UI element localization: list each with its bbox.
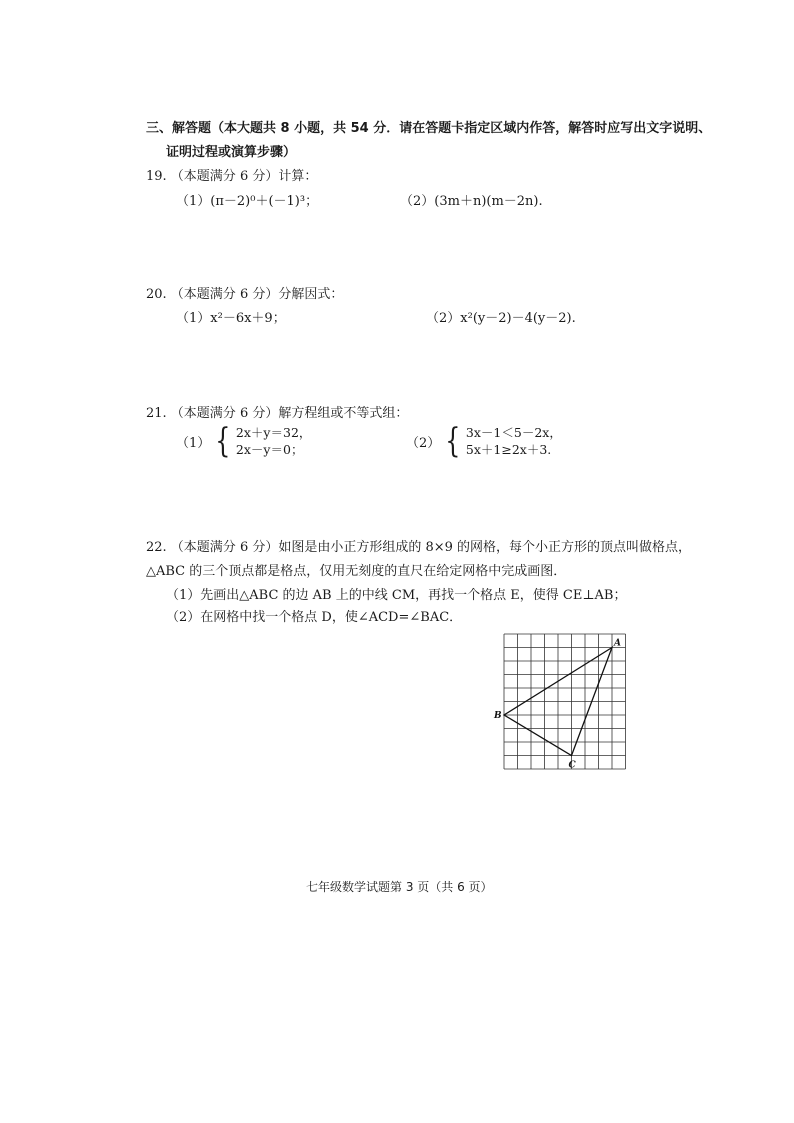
q21-part1-system — [236, 424, 311, 458]
vertex-label-a: A — [614, 638, 621, 649]
q21-stem: 21. （本题满分 6 分）解方程组或不等式组： — [146, 406, 409, 421]
q19-part2: （2）(3m＋n)(m－2n). — [400, 194, 543, 209]
q22-stem-continued: △ABC 的三个顶点都是格点，仅用无刻度的直尺在给定网格中完成画图． — [146, 564, 567, 579]
q21-part2 — [406, 421, 562, 461]
vertex-label-c: C — [568, 760, 576, 771]
q20-stem: 20. （本题满分 6 分）分解因式： — [146, 287, 344, 302]
q19-part1: （1）(π－2)⁰＋(－1)³； — [176, 194, 319, 209]
vertex-label-b: B — [494, 711, 502, 721]
q22-part1: （1）先画出△ABC 的边 AB 上的中线 CM，再找一个格点 E，使得 CE⊥AB； — [166, 588, 627, 603]
q21-part1 — [176, 421, 312, 461]
q21-part1-eq2: 2x－y＝0； — [235, 442, 304, 457]
q21-part2-label: （2） — [406, 435, 441, 451]
q20-part2: （2）x²(y－2)－4(y－2). — [426, 311, 576, 326]
q21-part2-system — [466, 424, 562, 458]
page-footer: 七年级数学试题第 3 页（共 6 页） — [306, 880, 493, 894]
q21-part1-eq1: 2x＋y＝32， — [235, 425, 312, 440]
q20-part1: （1）x²－6x＋9； — [176, 311, 286, 326]
section-title-continued: 证明过程或演算步骤） — [166, 145, 297, 160]
q21-part2-ineq2: 5x＋1≥2x＋3. — [465, 442, 552, 457]
brace-icon: { — [215, 421, 231, 461]
section-title: 三、解答题（本大题共 8 小题，共 54 分．请在答题卡指定区域内作答，解答时应写出文字说明、 — [146, 121, 712, 136]
q22-stem: 22. （本题满分 6 分）如图是由小正方形组成的 8×9 的网格，每个小正方形的顶点叫做格点， — [146, 540, 692, 555]
grid-figure — [494, 632, 632, 778]
q21-part1-label: （1） — [176, 435, 211, 451]
brace-icon: { — [445, 421, 461, 461]
q21-part2-ineq1: 3x－1＜5－2x， — [465, 425, 562, 440]
q19-stem: 19. （本题满分 6 分）计算： — [146, 169, 318, 184]
q22-part2: （2）在网格中找一个格点 D，使∠ACD=∠BAC． — [166, 610, 463, 625]
